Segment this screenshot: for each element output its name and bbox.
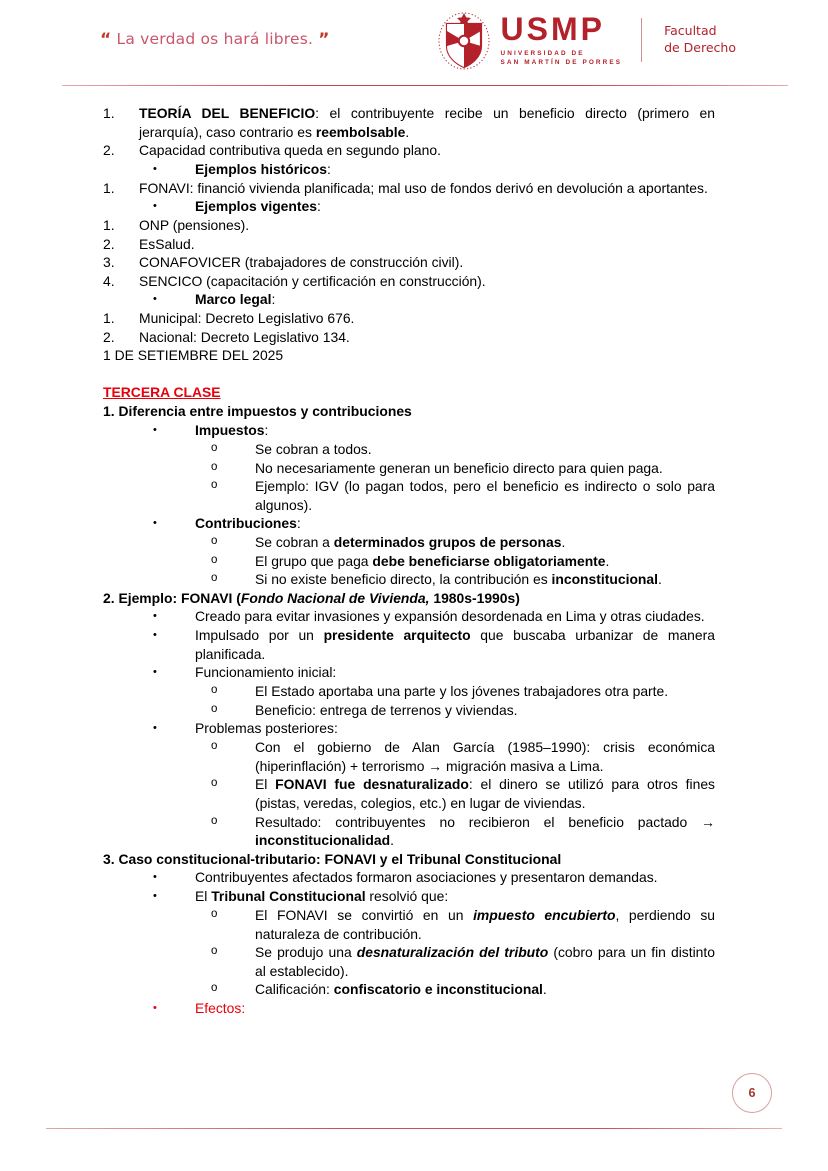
list-marker-number: 2. — [103, 235, 115, 252]
list-item-text: El FONAVI fue desnaturalizado: el dinero se utilizó para otros fines (pistas, veredas, colegios, etc.) en lugar de viviendas. — [255, 776, 715, 811]
line-text: 2. Ejemplo: FONAVI (Fondo Nacional de Vivienda, 1980s-1990s) — [103, 589, 520, 606]
list-item-text: ONP (pensiones). — [139, 217, 250, 234]
list-item — [153, 607, 715, 626]
bullet-icon: • — [153, 1001, 157, 1014]
faculty-line2: de Derecho — [664, 40, 736, 55]
list-item — [103, 253, 715, 272]
section-heading — [103, 589, 715, 608]
list-item — [211, 775, 715, 812]
list-item-text: EsSalud. — [139, 235, 195, 252]
list-item-text: SENCICO (capacitación y certificación en construcción). — [139, 272, 486, 289]
list-item-text: Beneficio: entrega de terrenos y viviendas. — [255, 701, 518, 718]
list-item-text: TEORÍA DEL BENEFICIO: el contribuyente recibe un beneficio directo (primero en jerarquía), caso contrario es reembolsable. — [139, 105, 715, 140]
line-text: 3. Caso constitucional-tributario: FONAVI y el Tribunal Constitucional — [103, 850, 562, 867]
bullet-icon: • — [153, 517, 157, 530]
circle-bullet-icon: o — [211, 982, 218, 995]
section-heading — [103, 402, 715, 421]
quote-close-mark: ” — [318, 30, 330, 50]
list-item — [153, 887, 715, 906]
list-item — [153, 868, 715, 887]
section-heading — [103, 850, 715, 869]
list-item-text: Se cobran a todos. — [255, 440, 372, 457]
list-item — [153, 160, 715, 179]
list-item-text: No necesariamente generan un beneficio directo para quien paga. — [255, 459, 663, 476]
list-item-text: El Estado aportaba una parte y los jóvenes trabajadores otra parte. — [255, 683, 669, 700]
circle-bullet-icon: o — [211, 702, 218, 715]
list-item-text: Municipal: Decreto Legislativo 676. — [139, 310, 355, 327]
usmp-subtitle-line2: SAN MARTÍN DE PORRES — [500, 59, 623, 66]
bullet-icon: • — [153, 871, 157, 884]
list-item-text: Capacidad contributiva queda en segundo plano. — [139, 142, 441, 159]
list-item-text: Funcionamiento inicial: — [195, 664, 337, 681]
circle-bullet-icon: o — [211, 535, 218, 548]
list-item — [103, 235, 715, 254]
list-marker-number: 1. — [103, 105, 115, 121]
faculty-label — [664, 23, 736, 57]
list-item — [211, 682, 715, 701]
list-item — [103, 179, 715, 198]
circle-bullet-icon: o — [211, 553, 218, 566]
list-item — [103, 309, 715, 328]
list-item — [211, 980, 715, 999]
institutional-quote — [100, 30, 330, 50]
list-item-text: El FONAVI se convirtió en un impuesto encubierto, perdiendo su naturaleza de contribución. — [255, 907, 715, 942]
list-item-text: Se cobran a determinados grupos de personas. — [255, 534, 566, 551]
bullet-icon: • — [153, 890, 157, 903]
list-item — [153, 290, 715, 309]
list-item-text: Se produjo una desnaturalización del tributo (cobro para un fin distinto al establecido). — [255, 944, 715, 979]
list-item — [153, 514, 715, 533]
usmp-logo — [436, 10, 736, 70]
list-item-text: Ejemplos vigentes: — [195, 198, 321, 215]
list-item-text: El Tribunal Constitucional resolvió que: — [195, 888, 449, 905]
list-item-text: Con el gobierno de Alan García (1985–1990): crisis económica (hiperinflación) + terrorismo → migración masiva a Lima. — [255, 739, 715, 774]
list-marker-number: 2. — [103, 142, 115, 159]
list-item-text: Contribuyentes afectados formaron asociaciones y presentaron demandas. — [195, 869, 658, 886]
bullet-icon: • — [153, 293, 157, 306]
class-title-row — [103, 383, 715, 403]
circle-bullet-icon: o — [211, 814, 218, 827]
list-item — [211, 477, 715, 514]
outline-list-first — [103, 104, 715, 365]
list-item-text: Ejemplos históricos: — [195, 160, 331, 177]
plain-text-line — [103, 346, 715, 365]
list-item-text: Resultado: contribuyentes no recibieron el beneficio pactado → inconstitucionalidad. — [255, 813, 715, 849]
usmp-crest-icon — [436, 10, 492, 70]
list-item-text: Nacional: Decreto Legislativo 134. — [139, 328, 350, 345]
list-item — [211, 906, 715, 943]
circle-bullet-icon: o — [211, 740, 218, 753]
outline-list-second — [103, 402, 715, 1017]
circle-bullet-icon: o — [211, 684, 218, 697]
class-title: TERCERA CLASE — [103, 383, 221, 400]
list-item — [153, 663, 715, 682]
list-item — [211, 813, 715, 850]
usmp-wordmark: USMP — [500, 10, 605, 47]
bullet-icon: • — [153, 629, 157, 642]
circle-bullet-icon: o — [211, 460, 218, 473]
list-item — [211, 738, 715, 775]
list-item — [153, 421, 715, 440]
list-item — [103, 272, 715, 291]
list-item-text: Impuestos: — [195, 422, 269, 439]
quote-open-mark: “ — [100, 30, 112, 50]
footer-divider-rule — [46, 1128, 782, 1129]
list-item — [211, 552, 715, 571]
circle-bullet-icon: o — [211, 908, 218, 921]
list-item — [211, 533, 715, 552]
bullet-icon: • — [153, 722, 157, 735]
list-item — [153, 719, 715, 738]
circle-bullet-icon: o — [211, 572, 218, 585]
document-body — [103, 104, 715, 1018]
list-item — [153, 626, 715, 663]
list-item-text: Ejemplo: IGV (lo pagan todos, pero el beneficio es indirecto o solo para algunos). — [255, 478, 715, 513]
list-item — [153, 999, 715, 1018]
bullet-icon: • — [153, 424, 157, 437]
list-marker-number: 3. — [103, 254, 115, 271]
circle-bullet-icon: o — [211, 945, 218, 958]
bullet-icon: • — [153, 666, 157, 679]
list-item-text: Impulsado por un presidente arquitecto que buscaba urbanizar de manera planificada. — [195, 627, 715, 662]
list-item-text: Marco legal: — [195, 291, 276, 308]
circle-bullet-icon: o — [211, 441, 218, 454]
list-marker-number: 2. — [103, 328, 115, 345]
page-number-badge: 6 — [732, 1073, 772, 1113]
usmp-subtitle-line1: UNIVERSIDAD DE — [500, 49, 585, 57]
list-item — [103, 104, 715, 141]
list-item-text: Creado para evitar invasiones y expansión desordenada en Lima y otras ciudades. — [195, 608, 705, 625]
line-text: 1 DE SETIEMBRE DEL 2025 — [103, 347, 284, 364]
list-item-text: FONAVI: financió vivienda planificada; mal uso de fondos derivó en devolución a aportantes. — [139, 179, 708, 196]
list-marker-number: 4. — [103, 272, 115, 289]
list-item — [211, 459, 715, 478]
quote-text: La verdad os hará libres. — [116, 30, 314, 48]
list-marker-number: 1. — [103, 217, 115, 234]
list-item-text: Calificación: confiscatorio e inconstitucional. — [255, 981, 547, 998]
list-item-text: Problemas posteriores: — [195, 720, 338, 737]
list-item — [153, 197, 715, 216]
list-item-text: Contribuciones: — [195, 515, 301, 532]
line-text: 1. Diferencia entre impuestos y contribuciones — [103, 403, 412, 420]
list-item — [211, 701, 715, 720]
list-item — [103, 216, 715, 235]
list-marker-number: 1. — [103, 179, 115, 196]
circle-bullet-icon: o — [211, 777, 218, 790]
list-item — [103, 328, 715, 347]
list-item-text: El grupo que paga debe beneficiarse obligatoriamente. — [255, 552, 610, 569]
logo-divider — [641, 18, 642, 62]
list-item-text: CONAFOVICER (trabajadores de construcción civil). — [139, 254, 464, 271]
list-item — [103, 141, 715, 160]
page-header — [0, 0, 828, 92]
header-divider-rule — [62, 85, 788, 86]
list-item-text: Si no existe beneficio directo, la contribución es inconstitucional. — [255, 571, 662, 588]
list-item-text: Efectos: — [195, 999, 246, 1016]
circle-bullet-icon: o — [211, 479, 218, 492]
list-item — [211, 570, 715, 589]
bullet-icon: • — [153, 610, 157, 623]
list-item — [211, 943, 715, 980]
list-marker-number: 1. — [103, 310, 115, 327]
faculty-line1: Facultad — [664, 23, 717, 39]
bullet-icon: • — [153, 200, 157, 213]
section-spacer — [103, 365, 715, 383]
bullet-icon: • — [153, 162, 157, 175]
list-item — [211, 440, 715, 459]
